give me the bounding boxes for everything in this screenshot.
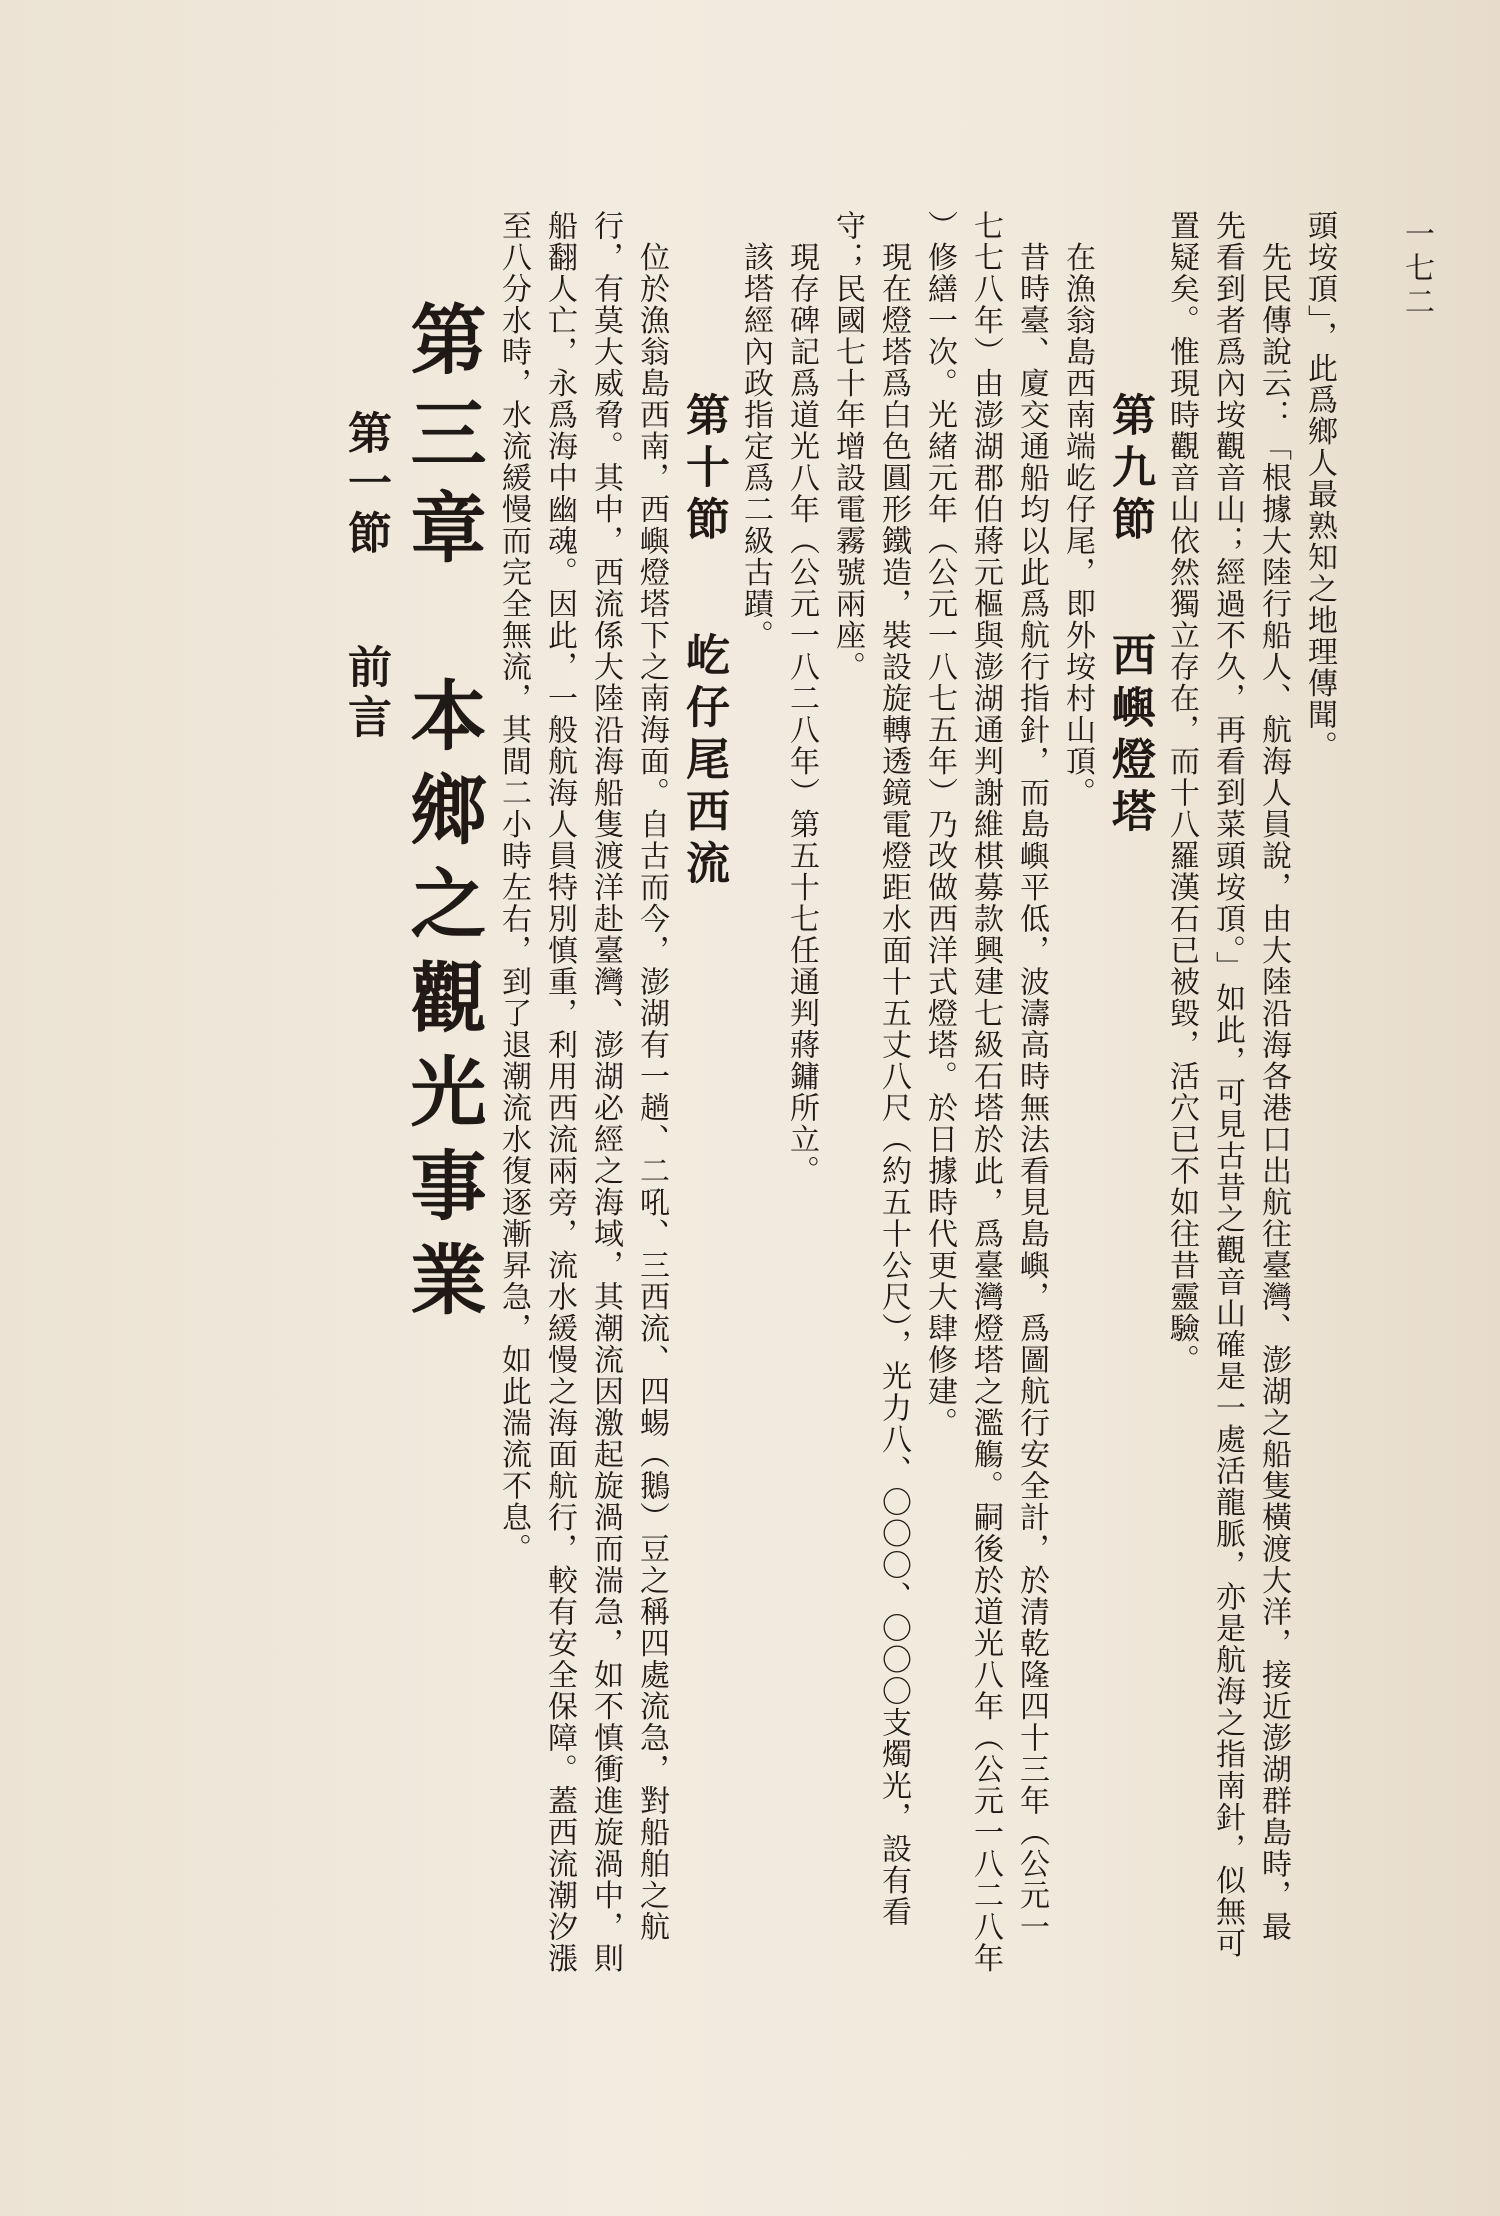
page-number: 一七二 [1399, 218, 1434, 320]
section-title: 前言 [340, 644, 391, 744]
body-line: 守；民國七十年增設電霧號兩座。 [830, 210, 865, 683]
section-number: 第一節 [340, 410, 391, 560]
body-line: 現存碑記爲道光八年（公元一八二八年）第五十七任通判蔣鏞所立。 [784, 210, 819, 1187]
body-line: 先民傳說云：「根據大陸行船人、航海人員說，由大陸沿海各港口出航往臺灣、澎湖之船隻橫渡大洋，接近澎湖群島時，最 [1256, 210, 1291, 1943]
body-line: 在漁翁島西南端屹仔尾，即外垵村山頂。 [1060, 210, 1095, 809]
body-line: 昔時臺、廈交通船均以此爲航行指針，而島嶼平低，波濤高時無法看見島嶼，爲圖航行安全計，於清乾隆四十三年（公元一 [1014, 210, 1049, 1943]
section-number: 第九節 [1104, 392, 1155, 548]
body-line: 位於漁翁島西南，西嶼燈塔下之南海面。自古而今，澎湖有一趟、二吼、三西流、四蜴（鵝）豆之稱四處流急，對船舶之航 [634, 210, 669, 1943]
body-line: 該塔經內政指定爲二級古蹟。 [738, 210, 773, 651]
body-line: 先看到者爲內垵觀音山；經過不久，再看到菜頭垵頂。」如此，可見古昔之觀音山確是一處活龍脈，亦是航海之指南針，似無可 [1210, 210, 1245, 1959]
section-title: 西嶼燈塔 [1104, 632, 1155, 840]
body-line: ）修繕一次。光緒元年（公元一八七五年）乃改做西洋式燈塔。於日據時代更大肆修建。 [922, 210, 957, 1439]
body-line: 頭垵頂」，此爲鄉人最熟知之地理傳聞。 [1302, 210, 1337, 762]
chapter-title: 第三章 本鄉之觀光事業 [398, 300, 487, 1334]
section-number: 第十節 [678, 392, 729, 548]
body-line: 船翻人亡，永爲海中幽魂。因此，一般航海人員特別慎重，利用西流兩旁，流水緩慢之海面航行，較有安全保障。蓋西流潮汐漲 [542, 210, 577, 1974]
section-heading-1 [336, 210, 394, 2030]
section-title: 屹仔尾西流 [678, 632, 729, 892]
body-line: 至八分水時，水流緩慢而完全無流，其間二小時左右，到了退潮流水復逐漸昇急，如此湍流不息。 [496, 210, 531, 1565]
section-heading-9 [1100, 232, 1158, 2008]
body-line: 七七八年）由澎湖郡伯蔣元樞與澎湖通判謝維棋募款興建七級石塔於此，爲臺灣燈塔之濫觴。嗣後於道光八年（公元一八二八年 [968, 210, 1003, 1974]
section-heading-10 [674, 232, 732, 2008]
vertical-text-block [296, 210, 1342, 2030]
body-line: 置疑矣。惟現時觀音山依然獨立存在，而十八羅漢石已被毀，活穴已不如往昔靈驗。 [1164, 210, 1199, 1376]
body-line: 現在燈塔爲白色圓形鐵造，裝設旋轉透鏡電燈距水面十五丈八尺（約五十公尺），光力八、〇〇〇、〇〇〇支燭光，設有看 [876, 210, 911, 1928]
body-line: 行，有莫大威脅。其中，西流係大陸沿海船隻渡洋赴臺灣、澎湖必經之海域，其潮流因激起旋渦而湍急，如不慎衝進旋渦中，則 [588, 210, 623, 1974]
